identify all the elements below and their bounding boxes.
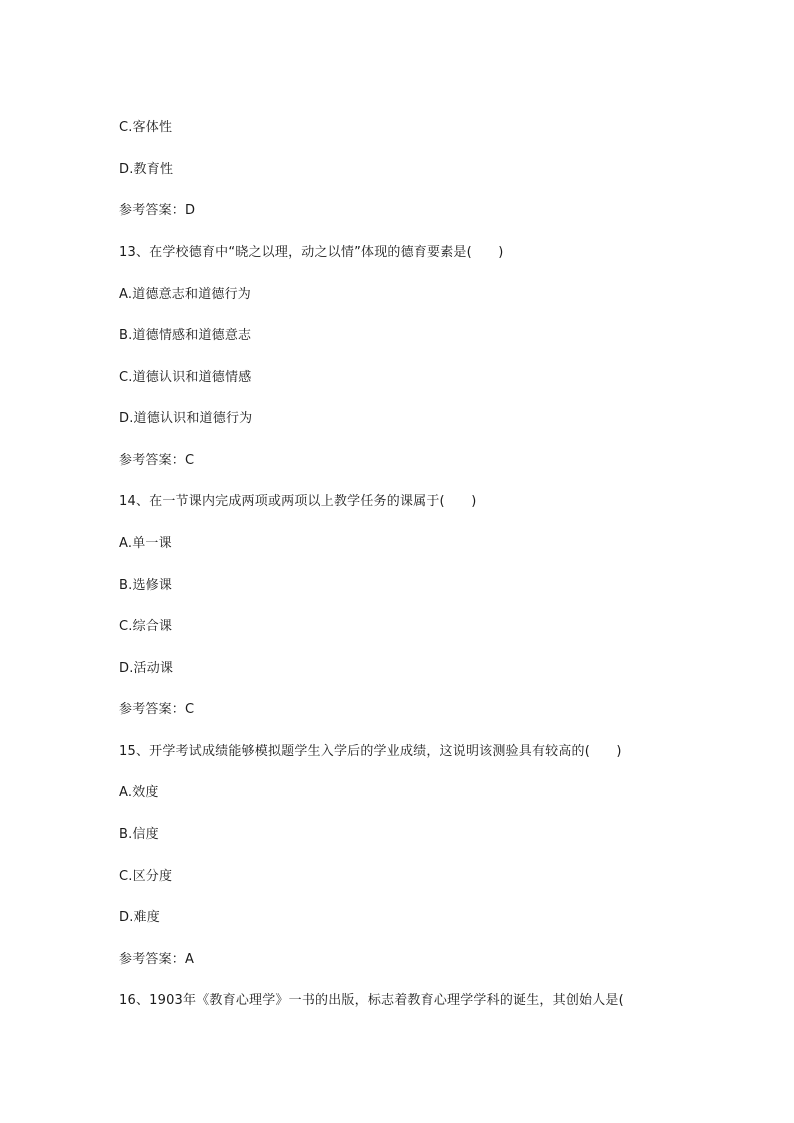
option-d: D.教育性 <box>119 162 174 177</box>
question-13: 13、在学校德育中“晓之以理，动之以情”体现的德育要素是( ) <box>119 245 504 260</box>
question-15: 15、开学考试成绩能够模拟题学生入学后的学业成绩，这说明该测验具有较高的( ) <box>119 744 622 759</box>
answer: 参考答案：C <box>119 453 195 468</box>
option-b: B.信度 <box>119 827 159 842</box>
answer: 参考答案：D <box>119 203 196 218</box>
option-d: D.难度 <box>119 910 160 925</box>
option-a: A.效度 <box>119 785 159 800</box>
option-c: C.区分度 <box>119 869 173 884</box>
option-a: A.道德意志和道德行为 <box>119 287 251 302</box>
answer: 参考答案：C <box>119 702 195 717</box>
option-d: D.活动课 <box>119 661 174 676</box>
question-14: 14、在一节课内完成两项或两项以上教学任务的课属于( ) <box>119 494 477 509</box>
option-b: B.选修课 <box>119 578 173 593</box>
option-d: D.道德认识和道德行为 <box>119 411 253 426</box>
option-c: C.客体性 <box>119 120 173 135</box>
option-c: C.综合课 <box>119 619 173 634</box>
option-c: C.道德认识和道德情感 <box>119 370 252 385</box>
option-a: A.单一课 <box>119 536 172 551</box>
answer: 参考答案：A <box>119 952 195 967</box>
question-16: 16、1903年《教育心理学》一书的出版，标志着教育心理学学科的诞生，其创始人是( <box>119 993 624 1008</box>
option-b: B.道德情感和道德意志 <box>119 328 252 343</box>
